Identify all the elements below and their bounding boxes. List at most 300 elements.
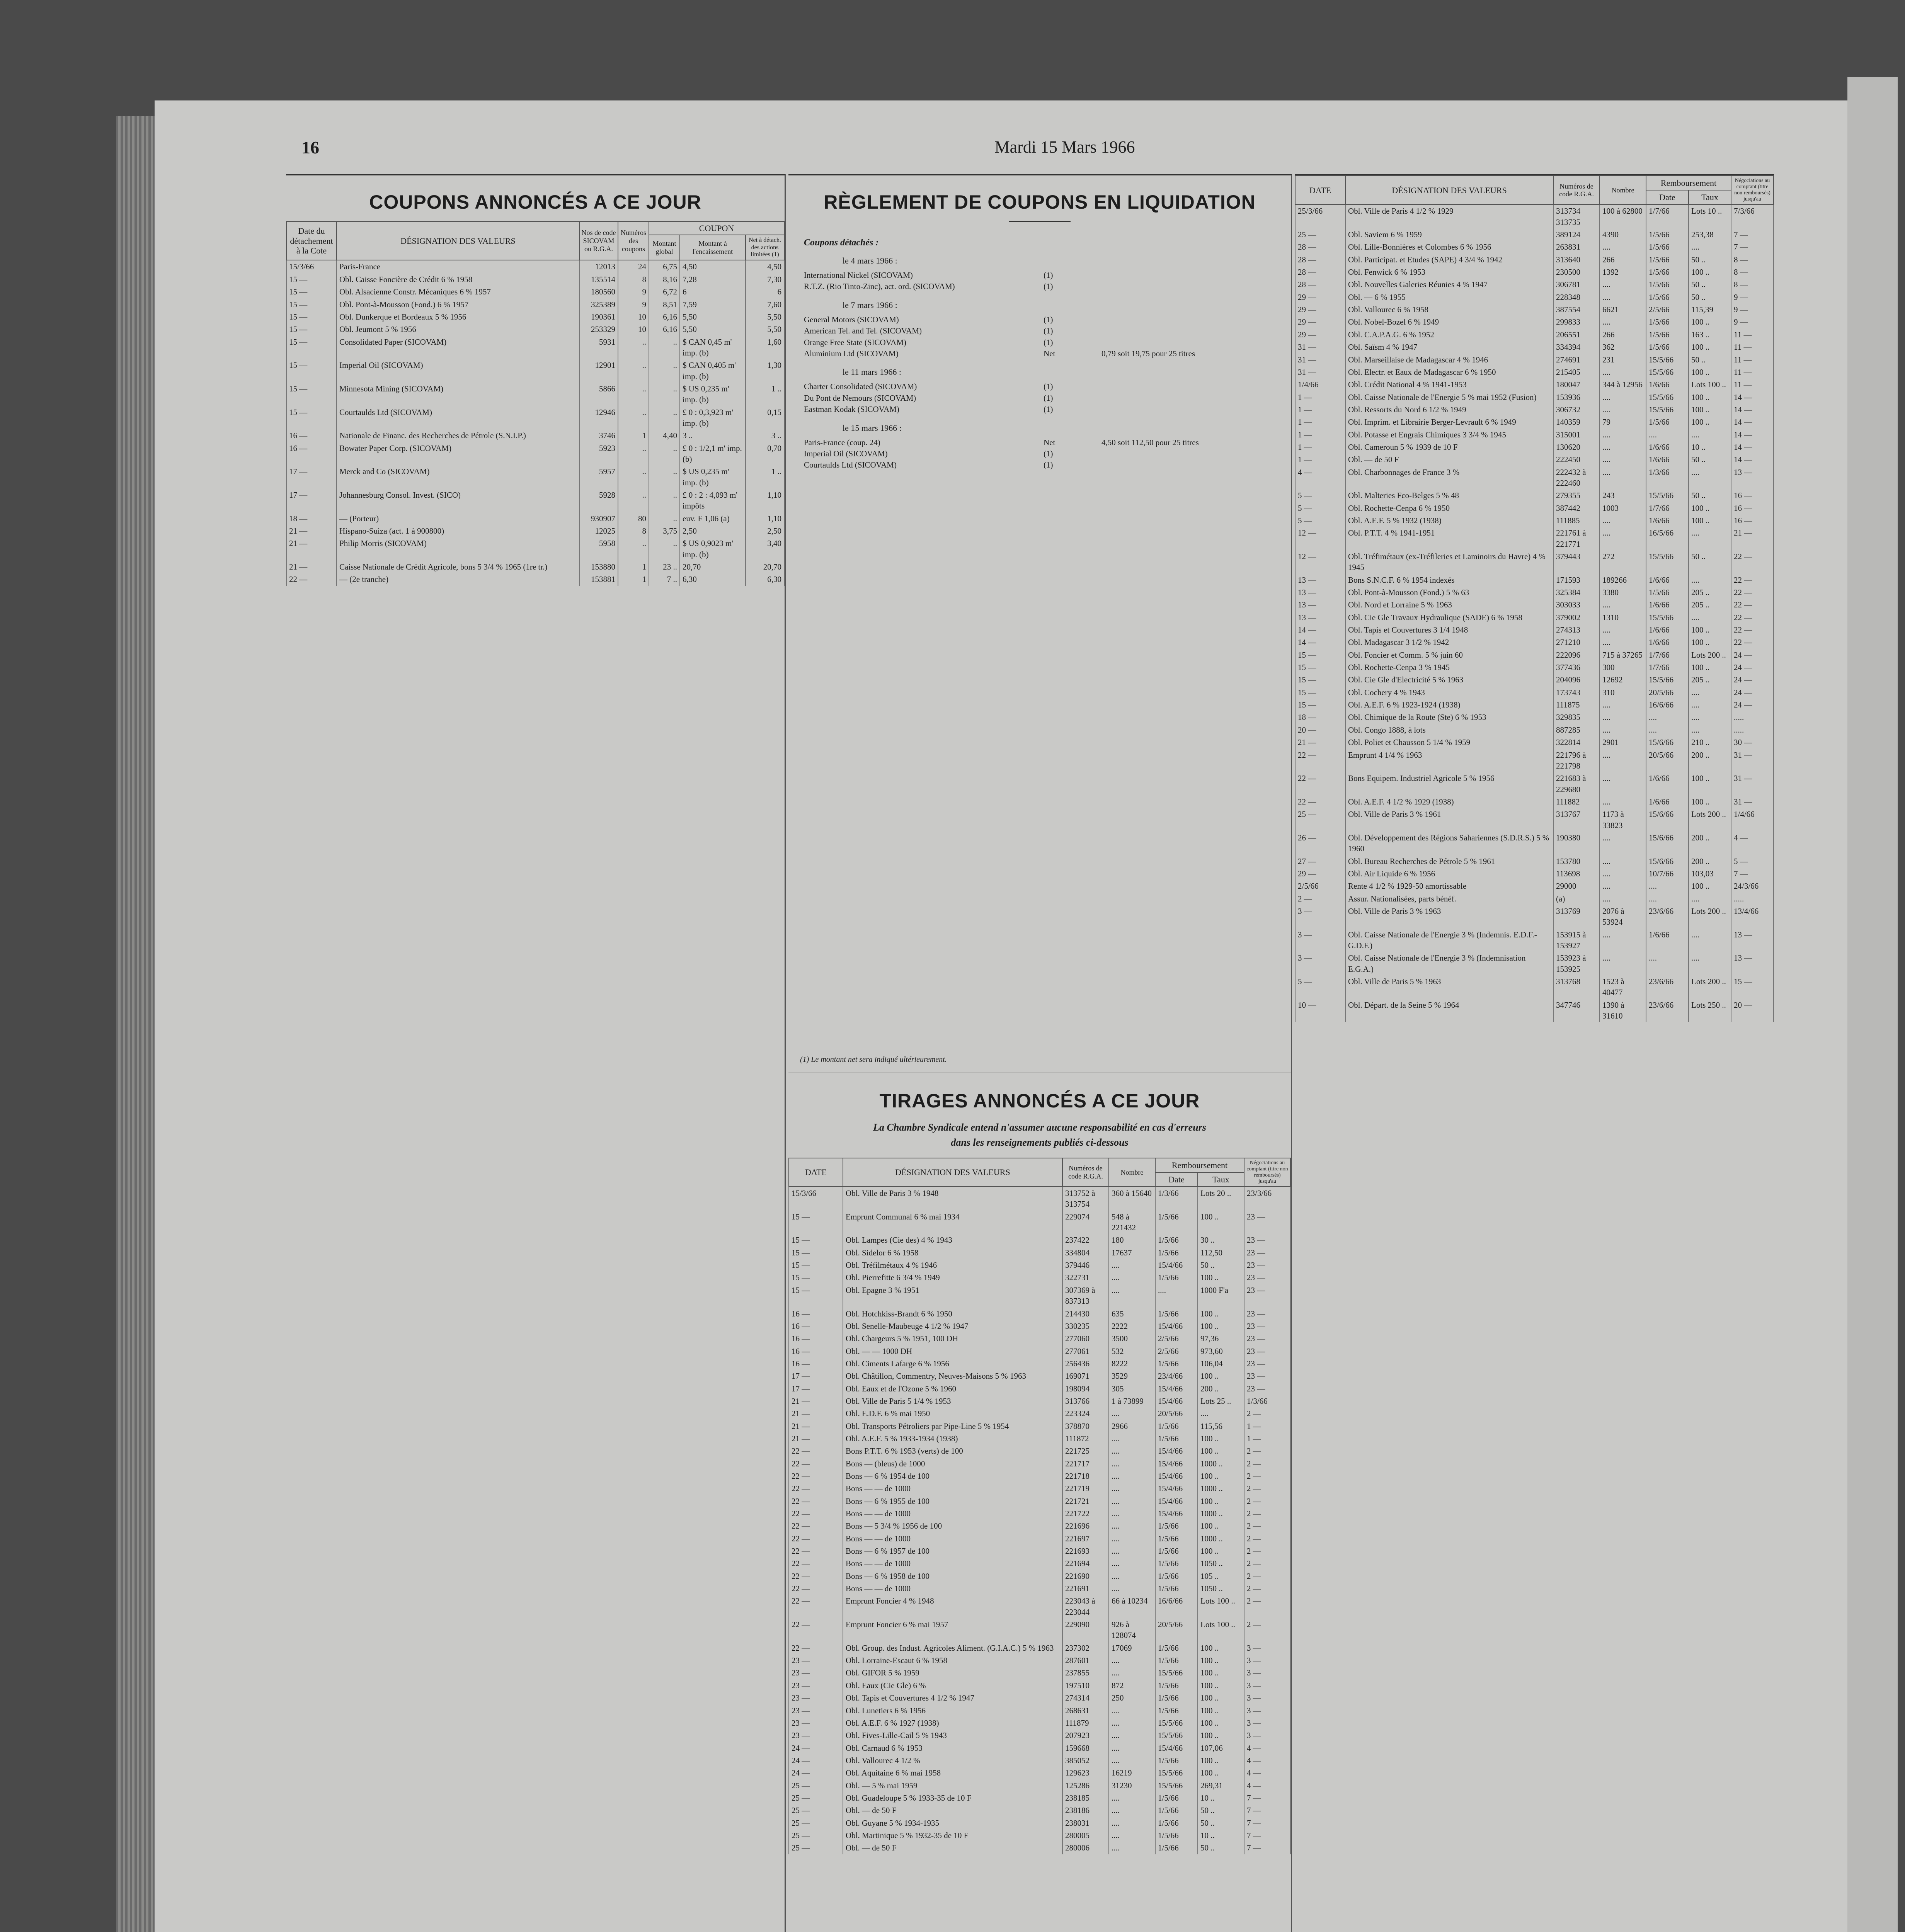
cell-date: 28 — [1295, 278, 1345, 291]
cell-taux: 50 .. [1689, 489, 1731, 502]
cell-code: 221697 [1062, 1532, 1109, 1545]
cell-rdate: 1/5/66 [1155, 1754, 1198, 1767]
cell-nombre: .... [1600, 514, 1646, 527]
cell-designation: Obl. Marseillaise de Madagascar 4 % 1946 [1345, 354, 1553, 366]
cell-taux: Lots 200 .. [1689, 905, 1731, 929]
cell-date: 21 — [789, 1407, 843, 1420]
cell-designation: Obl. Participat. et Etudes (SAPE) 4 3/4 % 1942 [1345, 253, 1553, 266]
cell-designation: Obl. — de 50 F [1345, 453, 1553, 466]
cell-negociations: 22 — [1731, 611, 1774, 624]
cell-date: 1 — [1295, 403, 1345, 416]
cell-date: 22 — [789, 1545, 843, 1557]
cell-rdate: 1/5/66 [1155, 1842, 1198, 1854]
cell-rdate: 15/5/66 [1155, 1729, 1198, 1742]
cell-negociations: 3 — [1244, 1717, 1290, 1729]
cell-rdate: 15/6/66 [1646, 808, 1689, 832]
cell-designation: Obl. A.E.F. 6 % 1927 (1938) [843, 1717, 1062, 1729]
cell-rdate: 1/5/66 [1155, 1520, 1198, 1532]
cell-designation: Obl. Lampes (Cie des) 4 % 1943 [843, 1234, 1062, 1246]
item-status: (1) [1044, 382, 1053, 391]
tirages-title: TIRAGES ANNONCÉS A CE JOUR [879, 1090, 1200, 1112]
cell-designation: Obl. Saïsm 4 % 1947 [1345, 341, 1553, 353]
cell-designation: Obl. Tréfimétaux (ex-Tréfileries et Laminoirs du Havre) 4 % 1945 [1345, 550, 1553, 574]
cell-net: 1 .. [746, 465, 784, 489]
cell-code: 5958 [579, 537, 618, 561]
cell-date: 15/3/66 [286, 260, 337, 273]
tirages-table [788, 1158, 1291, 1854]
cell-designation: Obl. — de 50 F [843, 1804, 1062, 1816]
cell-negociations: 3 — [1244, 1667, 1290, 1679]
cell-rdate: 1/5/66 [1155, 1271, 1198, 1284]
cell-nombre: .... [1600, 711, 1646, 723]
cell-date: 22 — [789, 1570, 843, 1582]
cell-designation: Obl. Charbonnages de France 3 % [1345, 466, 1553, 490]
cell-montant: 5,50 [680, 311, 746, 323]
cell-code: 130620 [1553, 441, 1600, 453]
cell-date: 25 — [789, 1829, 843, 1842]
cell-date: 22 — [789, 1458, 843, 1470]
cell-negociations: 11 — [1731, 366, 1774, 378]
cell-designation: Obl. Ville de Paris 3 % 1961 [1345, 808, 1553, 832]
col-global: Montant global [649, 235, 680, 260]
cell-code: 198094 [1062, 1383, 1109, 1395]
cell-taux: .... [1689, 466, 1731, 490]
cell-taux: Lots 100 .. [1198, 1618, 1244, 1642]
cell-taux: 50 .. [1689, 278, 1731, 291]
group-date: le 7 mars 1966 : [843, 300, 897, 310]
cell-date: 22 — [789, 1507, 843, 1520]
table-row [286, 512, 784, 525]
cell-date: 22 — [789, 1520, 843, 1532]
cell-taux: 100 .. [1198, 1470, 1244, 1482]
cell-date: 22 — [789, 1618, 843, 1642]
cell-negociations: 11 — [1731, 341, 1774, 353]
col-remboursement: Remboursement [1646, 176, 1731, 190]
cell-designation: Obl. Caisse Nationale de l'Energie 3 % (Indemnisation E.G.A.) [1345, 952, 1553, 975]
cell-code: 287601 [1062, 1654, 1109, 1667]
col-negociations: Négociations au comptant (titre non remboursés) jusqu'au [1731, 176, 1774, 204]
cell-rdate: .... [1646, 880, 1689, 892]
list-item [804, 281, 1291, 292]
cell-taux: .... [1689, 929, 1731, 952]
cell-designation: Obl. E.D.F. 6 % mai 1950 [843, 1407, 1062, 1420]
item-status: (1) [1044, 449, 1053, 458]
cell-nombre: .... [1109, 1582, 1155, 1595]
list-item [804, 270, 1291, 281]
cell-negociations: 4 — [1244, 1742, 1290, 1754]
cell-code: 206551 [1553, 328, 1600, 341]
cell-date: 15 — [1295, 686, 1345, 699]
cell-rdate: 1/5/66 [1155, 1432, 1198, 1445]
cell-code: 271210 [1553, 636, 1600, 648]
cell-designation: Obl. Vallourec 4 1/2 % [843, 1754, 1062, 1767]
cell-code: 274691 [1553, 354, 1600, 366]
cell-code: 277061 [1062, 1345, 1109, 1357]
cell-taux: 210 .. [1689, 736, 1731, 748]
table-row [1295, 699, 1774, 711]
cell-code: 306781 [1553, 278, 1600, 291]
table-row [789, 1742, 1290, 1754]
item-status: (1) [1044, 315, 1053, 324]
col-designation: DÉSIGNATION DES VALEURS [337, 221, 579, 260]
cell-negociations: 22 — [1731, 550, 1774, 574]
cell-negociations: 24 — [1731, 661, 1774, 673]
table-row [789, 1234, 1290, 1246]
cell-negociations: 16 — [1731, 489, 1774, 502]
cell-taux: .... [1689, 429, 1731, 441]
cell-taux: 200 .. [1198, 1383, 1244, 1395]
cell-negociations: 23 — [1244, 1308, 1290, 1320]
cell-nombre: .... [1109, 1817, 1155, 1829]
cell-rdate: 1/5/66 [1155, 1545, 1198, 1557]
cell-taux: 100 .. [1689, 514, 1731, 527]
cell-net: 0,70 [746, 442, 784, 466]
table-row [789, 1420, 1290, 1432]
cell-designation: Obl. Madagascar 3 1/2 % 1942 [1345, 636, 1553, 648]
cell-designation: Obl. Guyane 5 % 1934-1935 [843, 1817, 1062, 1829]
table-row [1295, 241, 1774, 253]
cell-date: 2/5/66 [1295, 880, 1345, 892]
cell-designation: Philip Morris (SICOVAM) [337, 537, 579, 561]
cell-net: 3,40 [746, 537, 784, 561]
next-page-edge [1847, 77, 1898, 1932]
cell-rdate: 1/5/66 [1646, 291, 1689, 303]
table-row [789, 1729, 1290, 1742]
cell-taux: 100 .. [1198, 1370, 1244, 1382]
reglement-subhead: Coupons détachés : [804, 238, 879, 248]
cell-nombre: .... [1600, 291, 1646, 303]
cell-code: 313640 [1553, 253, 1600, 266]
cell-date: 15 — [1295, 649, 1345, 661]
cell-date: 13 — [1295, 599, 1345, 611]
table-row [1295, 880, 1774, 892]
table-row [286, 273, 784, 286]
cell-nombre: 926 à 128074 [1109, 1618, 1155, 1642]
cell-code: 379446 [1062, 1259, 1109, 1271]
cell-code: 280006 [1062, 1842, 1109, 1854]
cell-nombre: .... [1600, 278, 1646, 291]
table-row [789, 1395, 1290, 1407]
cell-code: 389124 [1553, 228, 1600, 241]
cell-code: 153881 [579, 573, 618, 585]
cell-code: 313769 [1553, 905, 1600, 929]
cell-rdate: 1/5/66 [1155, 1829, 1198, 1842]
cell-rdate: 15/4/66 [1155, 1395, 1198, 1407]
cell-negociations: 8 — [1731, 266, 1774, 278]
table-row [789, 1829, 1290, 1842]
table-row [1295, 502, 1774, 514]
coupons-section [286, 174, 786, 1932]
cell-date: 22 — [789, 1532, 843, 1545]
cell-designation: Obl. Tapis et Couvertures 4 1/2 % 1947 [843, 1692, 1062, 1704]
cell-taux: 100 .. [1198, 1704, 1244, 1717]
table-row [789, 1557, 1290, 1570]
cell-code: 378870 [1062, 1420, 1109, 1432]
table-row [286, 442, 784, 466]
cell-designation: — (2e tranche) [337, 573, 579, 585]
cell-net: 5,50 [746, 323, 784, 335]
cell-code: 313734 313735 [1553, 204, 1600, 228]
cell-numeros: .. [618, 336, 649, 359]
cell-designation: Obl. Rochette-Cenpa 3 % 1945 [1345, 661, 1553, 673]
cell-designation: Obl. Chargeurs 5 % 1951, 100 DH [843, 1332, 1062, 1345]
cell-designation: Obl. A.E.F. 5 % 1932 (1938) [1345, 514, 1553, 527]
cell-nombre: 3500 [1109, 1332, 1155, 1345]
table-row [1295, 586, 1774, 599]
cell-designation: Obl. Eaux et de l'Ozone 5 % 1960 [843, 1383, 1062, 1395]
cell-negociations: 2 — [1244, 1407, 1290, 1420]
cell-rdate: 1/5/66 [1155, 1804, 1198, 1816]
cell-rdate: 16/6/66 [1155, 1595, 1198, 1618]
list-item [804, 448, 1291, 459]
cell-designation: Obl. Vallourec 6 % 1958 [1345, 303, 1553, 316]
cell-nombre: .... [1109, 1432, 1155, 1445]
cell-taux: 100 .. [1198, 1545, 1244, 1557]
cell-negociations: 23/3/66 [1244, 1187, 1290, 1211]
cell-date: 22 — [789, 1470, 843, 1482]
cell-code: 322814 [1553, 736, 1600, 748]
cell-designation: Obl. Poliet et Chausson 5 1/4 % 1959 [1345, 736, 1553, 748]
cell-code: 221796 à 221798 [1553, 749, 1600, 772]
cell-nombre: 4390 [1600, 228, 1646, 241]
cell-date: 15 — [789, 1211, 843, 1234]
cell-code: 307369 à 837313 [1062, 1284, 1109, 1308]
cell-rdate: 20/5/66 [1155, 1618, 1198, 1642]
cell-designation: Emprunt Foncier 4 % 1948 [843, 1595, 1062, 1618]
cell-rdate: 1/6/66 [1646, 929, 1689, 952]
table-row [789, 1187, 1290, 1211]
cell-negociations: 23 — [1244, 1247, 1290, 1259]
cell-designation: Obl. Crédit National 4 % 1941-1953 [1345, 378, 1553, 391]
list-item [804, 348, 1291, 359]
col-date: DATE [1295, 176, 1345, 204]
cell-numeros: 24 [618, 260, 649, 273]
cell-rdate: 1/6/66 [1646, 514, 1689, 527]
cell-numeros: 8 [618, 273, 649, 286]
cell-rdate: 1/6/66 [1646, 796, 1689, 808]
cell-negociations: 2 — [1244, 1545, 1290, 1557]
cell-numeros: 1 [618, 429, 649, 442]
cell-negociations: 9 — [1731, 316, 1774, 328]
cell-rdate: 15/5/66 [1646, 611, 1689, 624]
cell-code: 140359 [1553, 416, 1600, 428]
cell-nombre: .... [1109, 1829, 1155, 1842]
cell-montant: 7,28 [680, 273, 746, 286]
cell-code: 379002 [1553, 611, 1600, 624]
cell-designation: Obl. Ville de Paris 5 % 1963 [1345, 975, 1553, 999]
cell-date: 25 — [1295, 228, 1345, 241]
cell-taux: .... [1689, 724, 1731, 736]
cell-designation: Obl. Cie Gle d'Electricité 5 % 1963 [1345, 673, 1553, 686]
cell-code: 171593 [1553, 574, 1600, 586]
cell-nombre: .... [1600, 699, 1646, 711]
col-taux: Taux [1689, 190, 1731, 204]
cell-designation: Caisse Nationale de Crédit Agricole, bons 5 3/4 % 1965 (1re tr.) [337, 561, 579, 573]
item-status: (1) [1044, 326, 1053, 336]
page-header [301, 137, 1828, 160]
cell-rdate: 16/5/66 [1646, 527, 1689, 550]
cell-taux: 100 .. [1198, 1729, 1244, 1742]
cell-nombre: .... [1109, 1557, 1155, 1570]
table-row [1295, 636, 1774, 648]
table-row [1295, 391, 1774, 403]
cell-taux: 10 .. [1198, 1829, 1244, 1842]
cell-rdate: 1/6/66 [1646, 636, 1689, 648]
group-date: le 15 mars 1966 : [843, 423, 902, 433]
table-row [1295, 686, 1774, 699]
cell-date: 24 — [789, 1742, 843, 1754]
cell-code: 274313 [1553, 624, 1600, 636]
cell-code: 169071 [1062, 1370, 1109, 1382]
cell-numeros: .. [618, 442, 649, 466]
cell-rdate: 15/4/66 [1155, 1445, 1198, 1457]
cell-rdate: 1/5/66 [1155, 1532, 1198, 1545]
cell-nombre: 532 [1109, 1345, 1155, 1357]
cell-negociations: 24 — [1731, 649, 1774, 661]
cell-negociations: 22 — [1731, 599, 1774, 611]
cell-taux: 30 .. [1198, 1234, 1244, 1246]
cell-negociations: 3 — [1244, 1642, 1290, 1654]
cell-date: 16 — [789, 1332, 843, 1345]
cell-rdate: 1/5/66 [1155, 1234, 1198, 1246]
cell-nombre: .... [1109, 1482, 1155, 1495]
cell-nombre: .... [1109, 1570, 1155, 1582]
cell-rdate: 15/4/66 [1155, 1383, 1198, 1395]
table-row [789, 1792, 1290, 1804]
cell-date: 22 — [1295, 796, 1345, 808]
cell-designation: Bons — 6 % 1955 de 100 [843, 1495, 1062, 1507]
cell-code: 5931 [579, 336, 618, 359]
cell-code: 159668 [1062, 1742, 1109, 1754]
cell-designation: Obl. Imprim. et Librairie Berger-Levrault 6 % 1949 [1345, 416, 1553, 428]
cell-designation: Obl. Ressorts du Nord 6 1/2 % 1949 [1345, 403, 1553, 416]
table-row [789, 1407, 1290, 1420]
cell-date: 21 — [789, 1395, 843, 1407]
item-name: Charter Consolidated (SICOVAM) [804, 382, 917, 391]
table-row [1295, 893, 1774, 905]
cell-code: 315001 [1553, 429, 1600, 441]
cell-rdate: 1/7/66 [1646, 661, 1689, 673]
right-tirages-table [1295, 175, 1774, 1022]
newspaper-page [155, 100, 1863, 1932]
table-row [286, 537, 784, 561]
cell-negociations: 22 — [1731, 586, 1774, 599]
cell-taux: 973,60 [1198, 1345, 1244, 1357]
cell-negociations: ..... [1731, 724, 1774, 736]
cell-designation: Bons — 6 % 1958 de 100 [843, 1570, 1062, 1582]
cell-designation: Obl. Sidelor 6 % 1958 [843, 1247, 1062, 1259]
item-amount [1101, 459, 1264, 471]
cell-rdate: 23/6/66 [1646, 975, 1689, 999]
cell-taux: Lots 100 .. [1198, 1595, 1244, 1618]
item-name: Eastman Kodak (SICOVAM) [804, 405, 899, 414]
table-row [1295, 489, 1774, 502]
cell-taux: Lots 250 .. [1689, 999, 1731, 1022]
cell-date: 15 — [789, 1284, 843, 1308]
col-rdate: Date [1155, 1172, 1198, 1187]
cell-negociations: 2 — [1244, 1495, 1290, 1507]
table-row [1295, 204, 1774, 228]
cell-date: 15 — [286, 286, 337, 298]
cell-date: 31 — [1295, 354, 1345, 366]
tirages-intro-line-1: La Chambre Syndicale entend n'assumer aucune responsabilité en cas d'erreurs [873, 1121, 1206, 1133]
cell-code: 330235 [1062, 1320, 1109, 1332]
cell-code: 221725 [1062, 1445, 1109, 1457]
cell-nombre: 272 [1600, 550, 1646, 574]
list-item [804, 381, 1291, 392]
cell-numeros: 80 [618, 512, 649, 525]
table-row [1295, 574, 1774, 586]
cell-nombre: 8222 [1109, 1357, 1155, 1370]
col-date: DATE [789, 1158, 843, 1187]
cell-code: 207923 [1062, 1729, 1109, 1742]
cell-negociations: 13/4/66 [1731, 905, 1774, 929]
cell-taux: 10 .. [1198, 1792, 1244, 1804]
cell-date: 25/3/66 [1295, 204, 1345, 228]
cell-nombre: 6621 [1600, 303, 1646, 316]
cell-nombre: .... [1600, 952, 1646, 975]
item-name: Orange Free State (SICOVAM) [804, 337, 906, 347]
cell-rdate: .... [1646, 952, 1689, 975]
table-row [789, 1704, 1290, 1717]
cell-code: 153936 [1553, 391, 1600, 403]
cell-negociations: 4 — [1244, 1779, 1290, 1792]
cell-date: 3 — [1295, 952, 1345, 975]
list-item [804, 314, 1291, 325]
cell-date: 5 — [1295, 502, 1345, 514]
table-row [286, 383, 784, 406]
cell-global: .. [649, 512, 680, 525]
table-row [789, 1308, 1290, 1320]
cell-rdate: 2/5/66 [1646, 303, 1689, 316]
cell-montant: 4,50 [680, 260, 746, 273]
cell-rdate: 1/5/66 [1155, 1642, 1198, 1654]
blank-space [788, 471, 1291, 1051]
cell-code: 313767 [1553, 808, 1600, 832]
col-nombre: Nombre [1600, 176, 1646, 204]
cell-nombre: 17637 [1109, 1247, 1155, 1259]
cell-designation: Obl. Ville de Paris 5 1/4 % 1953 [843, 1395, 1062, 1407]
cell-designation: Obl. Air Liquide 6 % 1956 [1345, 867, 1553, 880]
cell-code: 280005 [1062, 1829, 1109, 1842]
cell-taux: 106,04 [1198, 1357, 1244, 1370]
cell-code: 221718 [1062, 1470, 1109, 1482]
item-name: Aluminium Ltd (SICOVAM) [804, 349, 899, 358]
cell-nombre: .... [1109, 1754, 1155, 1767]
table-row [286, 298, 784, 311]
cell-negociations: 23 — [1244, 1211, 1290, 1234]
cell-rdate: 20/5/66 [1646, 686, 1689, 699]
cell-negociations: 23 — [1244, 1383, 1290, 1395]
cell-date: 5 — [1295, 514, 1345, 527]
cell-rdate: 2/5/66 [1155, 1332, 1198, 1345]
cell-designation: Obl. Foncier et Comm. 5 % juin 60 [1345, 649, 1553, 661]
cell-date: 13 — [1295, 611, 1345, 624]
cell-code: 153915 à 153927 [1553, 929, 1600, 952]
cell-nombre: .... [1109, 1667, 1155, 1679]
cell-designation: Obl. Congo 1888, à lots [1345, 724, 1553, 736]
cell-net: 1 .. [746, 383, 784, 406]
cell-date: 3 — [1295, 929, 1345, 952]
cell-designation: Obl. GIFOR 5 % 1959 [843, 1667, 1062, 1679]
cell-nombre: 1173 à 33823 [1600, 808, 1646, 832]
cell-negociations: 2 — [1244, 1445, 1290, 1457]
cell-negociations: 23 — [1244, 1332, 1290, 1345]
cell-code: 274314 [1062, 1692, 1109, 1704]
cell-negociations: 2 — [1244, 1595, 1290, 1618]
cell-code: 306732 [1553, 403, 1600, 416]
cell-montant: $ US 0,9023 m' imp. (b) [680, 537, 746, 561]
